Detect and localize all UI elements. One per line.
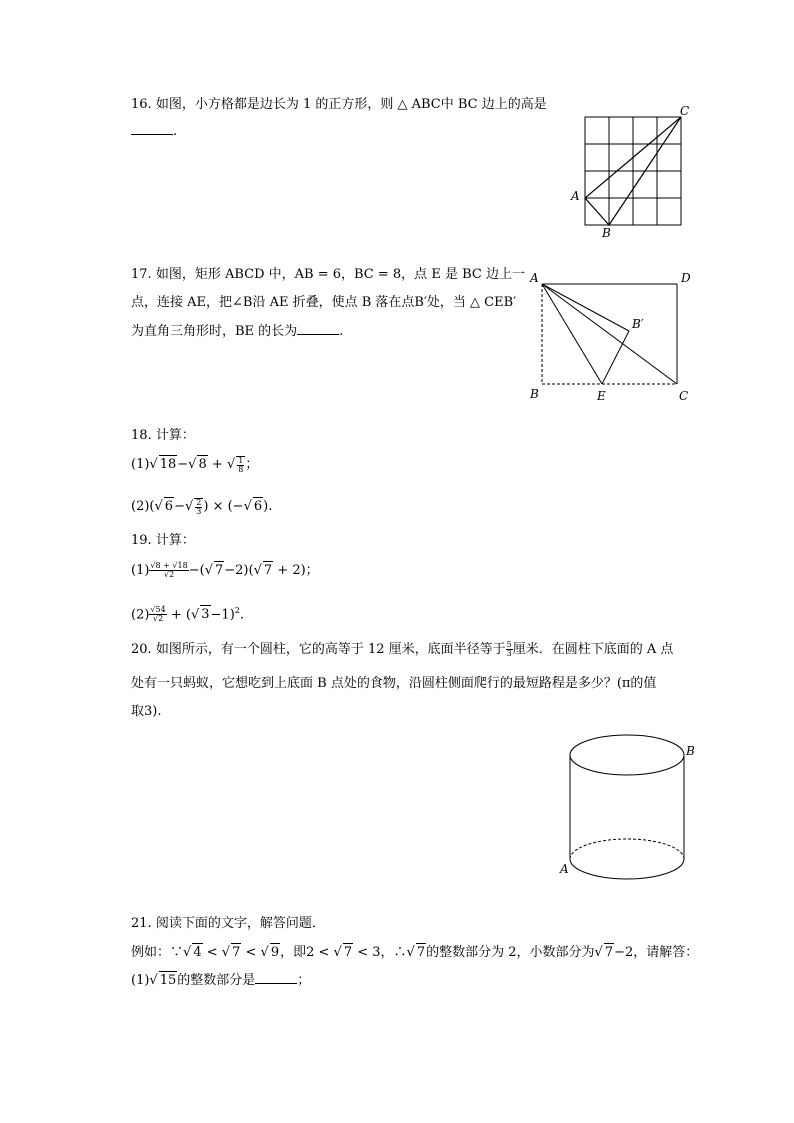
q20-number: 20. <box>131 642 152 657</box>
q17-line2: 点，连接 AE，把∠B沿 AE 折叠，使点 B 落在点B′处，当 △ CEB′ <box>131 295 517 310</box>
q20-radius-fraction: $\frac{5}{3}$ <box>506 640 512 658</box>
q17-label-e: E <box>597 389 606 403</box>
q19-fraction-2: $\frac{√54}{√2}$ <box>150 605 166 624</box>
cylinder-bottom-front <box>570 859 684 879</box>
q19-title-text: 计算： <box>155 533 195 548</box>
q16-label-c: C <box>680 104 690 118</box>
q16-body: 如图，小方格都是边长为 1 的正方形，则 △ ABC中 BC 边上的高是 <box>155 97 547 112</box>
q18-part1: (1)√ 18−√ 8 + √ $\frac{1}{8}$ ； <box>131 455 259 474</box>
cylinder-bottom-back <box>570 839 684 859</box>
q19-fraction-1: $\frac{√8 + √18}{√2}$ <box>150 561 188 579</box>
q18-title <box>131 427 195 444</box>
q18-title-text: 计算： <box>155 428 195 443</box>
q16-answer-line <box>131 122 177 140</box>
q18-fraction-1: $\frac{1}{8}$ <box>238 455 244 474</box>
q18-number: 18. <box>131 428 152 443</box>
q20-line2: 处有一只蚂蚁，它想吃到上底面 B 点处的食物，沿圆柱侧面爬行的最短路程是多少？(π的值 <box>131 676 657 691</box>
q16-grid-figure <box>565 105 695 240</box>
q17-number: 17. <box>131 267 152 282</box>
q16-text <box>131 96 547 113</box>
q19-number: 19. <box>131 533 152 548</box>
q21-title <box>131 915 325 932</box>
q16-label-a: A <box>571 189 580 203</box>
q21-answer-blank[interactable] <box>255 971 297 984</box>
q20-cylinder-figure <box>555 725 705 890</box>
q18-fraction-2: $\frac{2}{3}$ <box>196 497 202 516</box>
q21-part1: (1)√ 15的整数部分是 ； <box>131 973 311 988</box>
q20-line3: 取3). <box>131 704 162 719</box>
q17-line1-text: 如图，矩形 ABCD 中，AB = 6，BC = 8，点 E 是 BC 边上一 <box>155 267 525 282</box>
q20-line1: 20. 如图所示，有一个圆柱，它的高等于 12 厘米，底面半径等于 $\frac{5}{3}$ 厘米．在圆柱下底面的 A 点 <box>131 640 674 658</box>
q17-rectangle-figure <box>522 266 702 406</box>
q17-label-d: D <box>681 271 691 285</box>
q16-period: . <box>173 124 178 139</box>
q17-answer-blank[interactable] <box>297 322 339 335</box>
q21-example: 例如：∵√ 4 < √ 7 < √ 9，即2 < √ 7 < 3，∴√ 7的整数部分为 2，小数部分为√ 7−2，请解答： <box>131 945 699 960</box>
q20-label-b: B <box>686 744 695 758</box>
q17-line3-text: 为直角三角形时，BE 的长为 <box>131 324 298 339</box>
q17-label-c: C <box>679 389 689 403</box>
q20-label-a: A <box>560 862 569 876</box>
q17-line1 <box>131 266 525 283</box>
q16-number: 16. <box>131 97 152 112</box>
line-ae <box>542 284 602 384</box>
cylinder-top <box>570 735 684 775</box>
q17-line3 <box>131 322 343 340</box>
q17-label-b-prime: B′ <box>632 317 644 331</box>
q19-part2: (2) $\frac{√54}{√2}$ + (√ 3−1)$^2$. <box>131 605 245 624</box>
q21-title-text: 阅读下面的文字，解答问题． <box>155 916 325 931</box>
q21-number: 21. <box>131 916 152 931</box>
q19-part1: (1) $\frac{√8 + √18}{√2}$ −(√ 7−2)(√ 7 + 2)； <box>131 561 319 579</box>
q17-label-b: B <box>530 387 539 401</box>
q18-part2: (2)(√ 6−√ $\frac{2}{3}$ ) × (−√ 6). <box>131 497 273 516</box>
q17-period: . <box>339 324 344 339</box>
line-ab-prime <box>542 284 629 331</box>
q16-answer-blank[interactable] <box>131 122 173 135</box>
q17-label-a: A <box>530 271 539 285</box>
q19-title <box>131 532 195 549</box>
q16-label-b: B <box>602 226 611 240</box>
